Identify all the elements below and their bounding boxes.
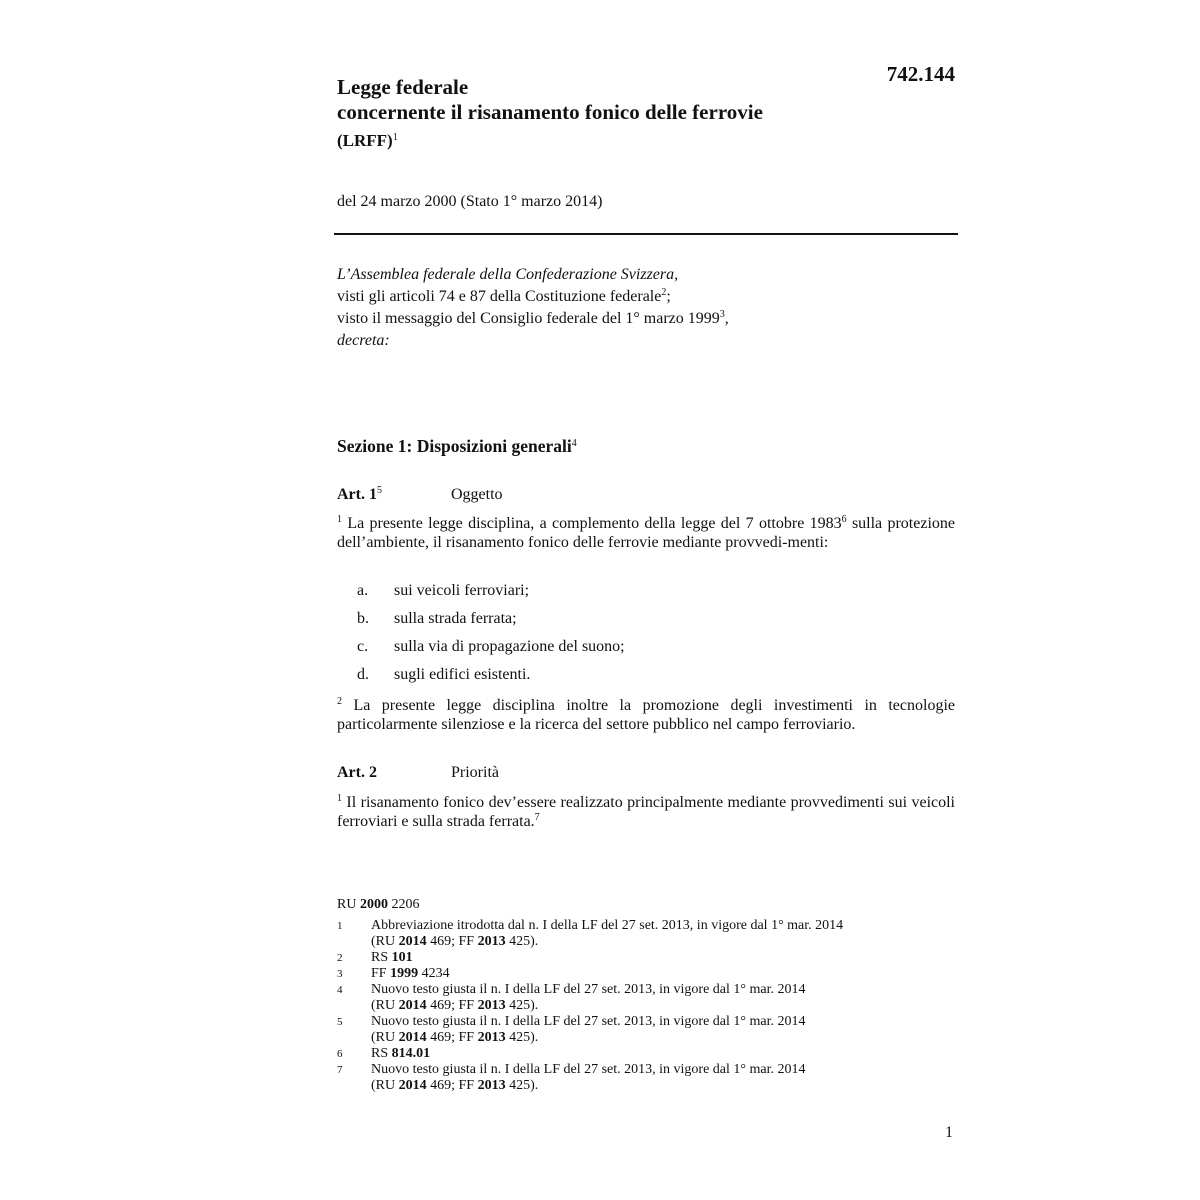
footnote: 3 FF 1999 4234 (337, 966, 450, 981)
article-1-paragraph-1: $^1$ La presente legge disciplina, a complemento della legge del 7 ottobre 1983$^6$ sulla protezione dell’ambiente, il risanamento fonico delle ferrovie mediante provvedi-menti: (337, 514, 955, 551)
article-number: Art. 1 (337, 486, 377, 503)
list-item: c. sulla via di propagazione del suono; (357, 638, 625, 655)
footnote-ref[interactable]: 5 (376, 485, 382, 496)
footnote: 5 Nuovo testo giusta il n. I della LF del 27 set. 2013, in vigore dal 1° mar. 2014 (RU 2014 469; FF 2013 425). (337, 1014, 806, 1045)
footnote: 2 RS 101 (337, 950, 413, 965)
footnotes (337, 918, 843, 1094)
document-number: 742.144 (886, 62, 955, 86)
footnote: 6 RS 814.01 (337, 1046, 431, 1061)
list-item: a. sui veicoli ferroviari; (357, 582, 530, 599)
document-title (337, 75, 763, 125)
article-1-list (337, 582, 625, 694)
preamble-assembly: L’Assemblea federale della Confederazione Svizzera, (337, 266, 679, 283)
footnote-source: RU 2000 2206 (337, 897, 420, 912)
footnote: 1 Abbreviazione itrodotta dal n. I della LF del 27 set. 2013, in vigore dal 1° mar. 2014 (RU 2014 469; FF 2013 425). (337, 918, 844, 949)
article-1-heading (337, 486, 503, 504)
article-title: Priorità (451, 764, 499, 781)
footnote-ref[interactable]: 2 (661, 287, 667, 298)
list-item: d. sugli edifici esistenti. (357, 666, 531, 683)
footnote-ref[interactable]: 6 (841, 514, 847, 525)
date-line: del 24 marzo 2000 (Stato 1° marzo 2014) (337, 193, 603, 210)
preamble (337, 264, 729, 352)
footnote-ref[interactable]: 7 (534, 812, 540, 823)
preamble-visti: visti gli articoli 74 e 87 della Costituzione federale$^2$; (337, 287, 671, 305)
footnote-ref[interactable]: 1 (392, 132, 398, 143)
title-line-2: concernente il risanamento fonico delle ferrovie (337, 100, 763, 124)
preamble-decreta: decreta: (337, 332, 390, 349)
footnote-ref[interactable]: 3 (719, 309, 725, 320)
divider (334, 233, 958, 235)
footnote: 4 Nuovo testo giusta il n. I della LF del 27 set. 2013, in vigore dal 1° mar. 2014 (RU 2014 469; FF 2013 425). (337, 982, 806, 1013)
article-2-paragraph-1: $^1$ Il risanamento fonico dev’essere realizzato principalmente mediante provvedimenti sui veicoli ferroviari e sulla strada ferrata.$^7$ (337, 793, 955, 830)
article-1-paragraph-2: $^2$ La presente legge disciplina inoltre la promozione degli investimenti in tecnologie particolarmente silenziose e la ricerca del settore pubblico nel campo ferroviario. (337, 696, 955, 733)
article-number: Art. 2 (337, 764, 377, 781)
title-line-1: Legge federale (337, 75, 469, 99)
page-number: 1 (945, 1124, 953, 1141)
footnote: 7 Nuovo testo giusta il n. I della LF del 27 set. 2013, in vigore dal 1° mar. 2014 (RU 2014 469; FF 2013 425). (337, 1062, 806, 1093)
footnote-ref[interactable]: 4 (571, 438, 577, 449)
abbreviation: (LRFF)$^1$ (337, 131, 398, 150)
article-title: Oggetto (451, 486, 503, 503)
preamble-visto: visto il messaggio del Consiglio federale del 1° marzo 1999$^3$, (337, 309, 729, 327)
section-heading: Sezione 1: Disposizioni generali$^4$ (337, 436, 577, 456)
list-item: b. sulla strada ferrata; (357, 610, 517, 627)
article-2-heading (337, 764, 499, 782)
